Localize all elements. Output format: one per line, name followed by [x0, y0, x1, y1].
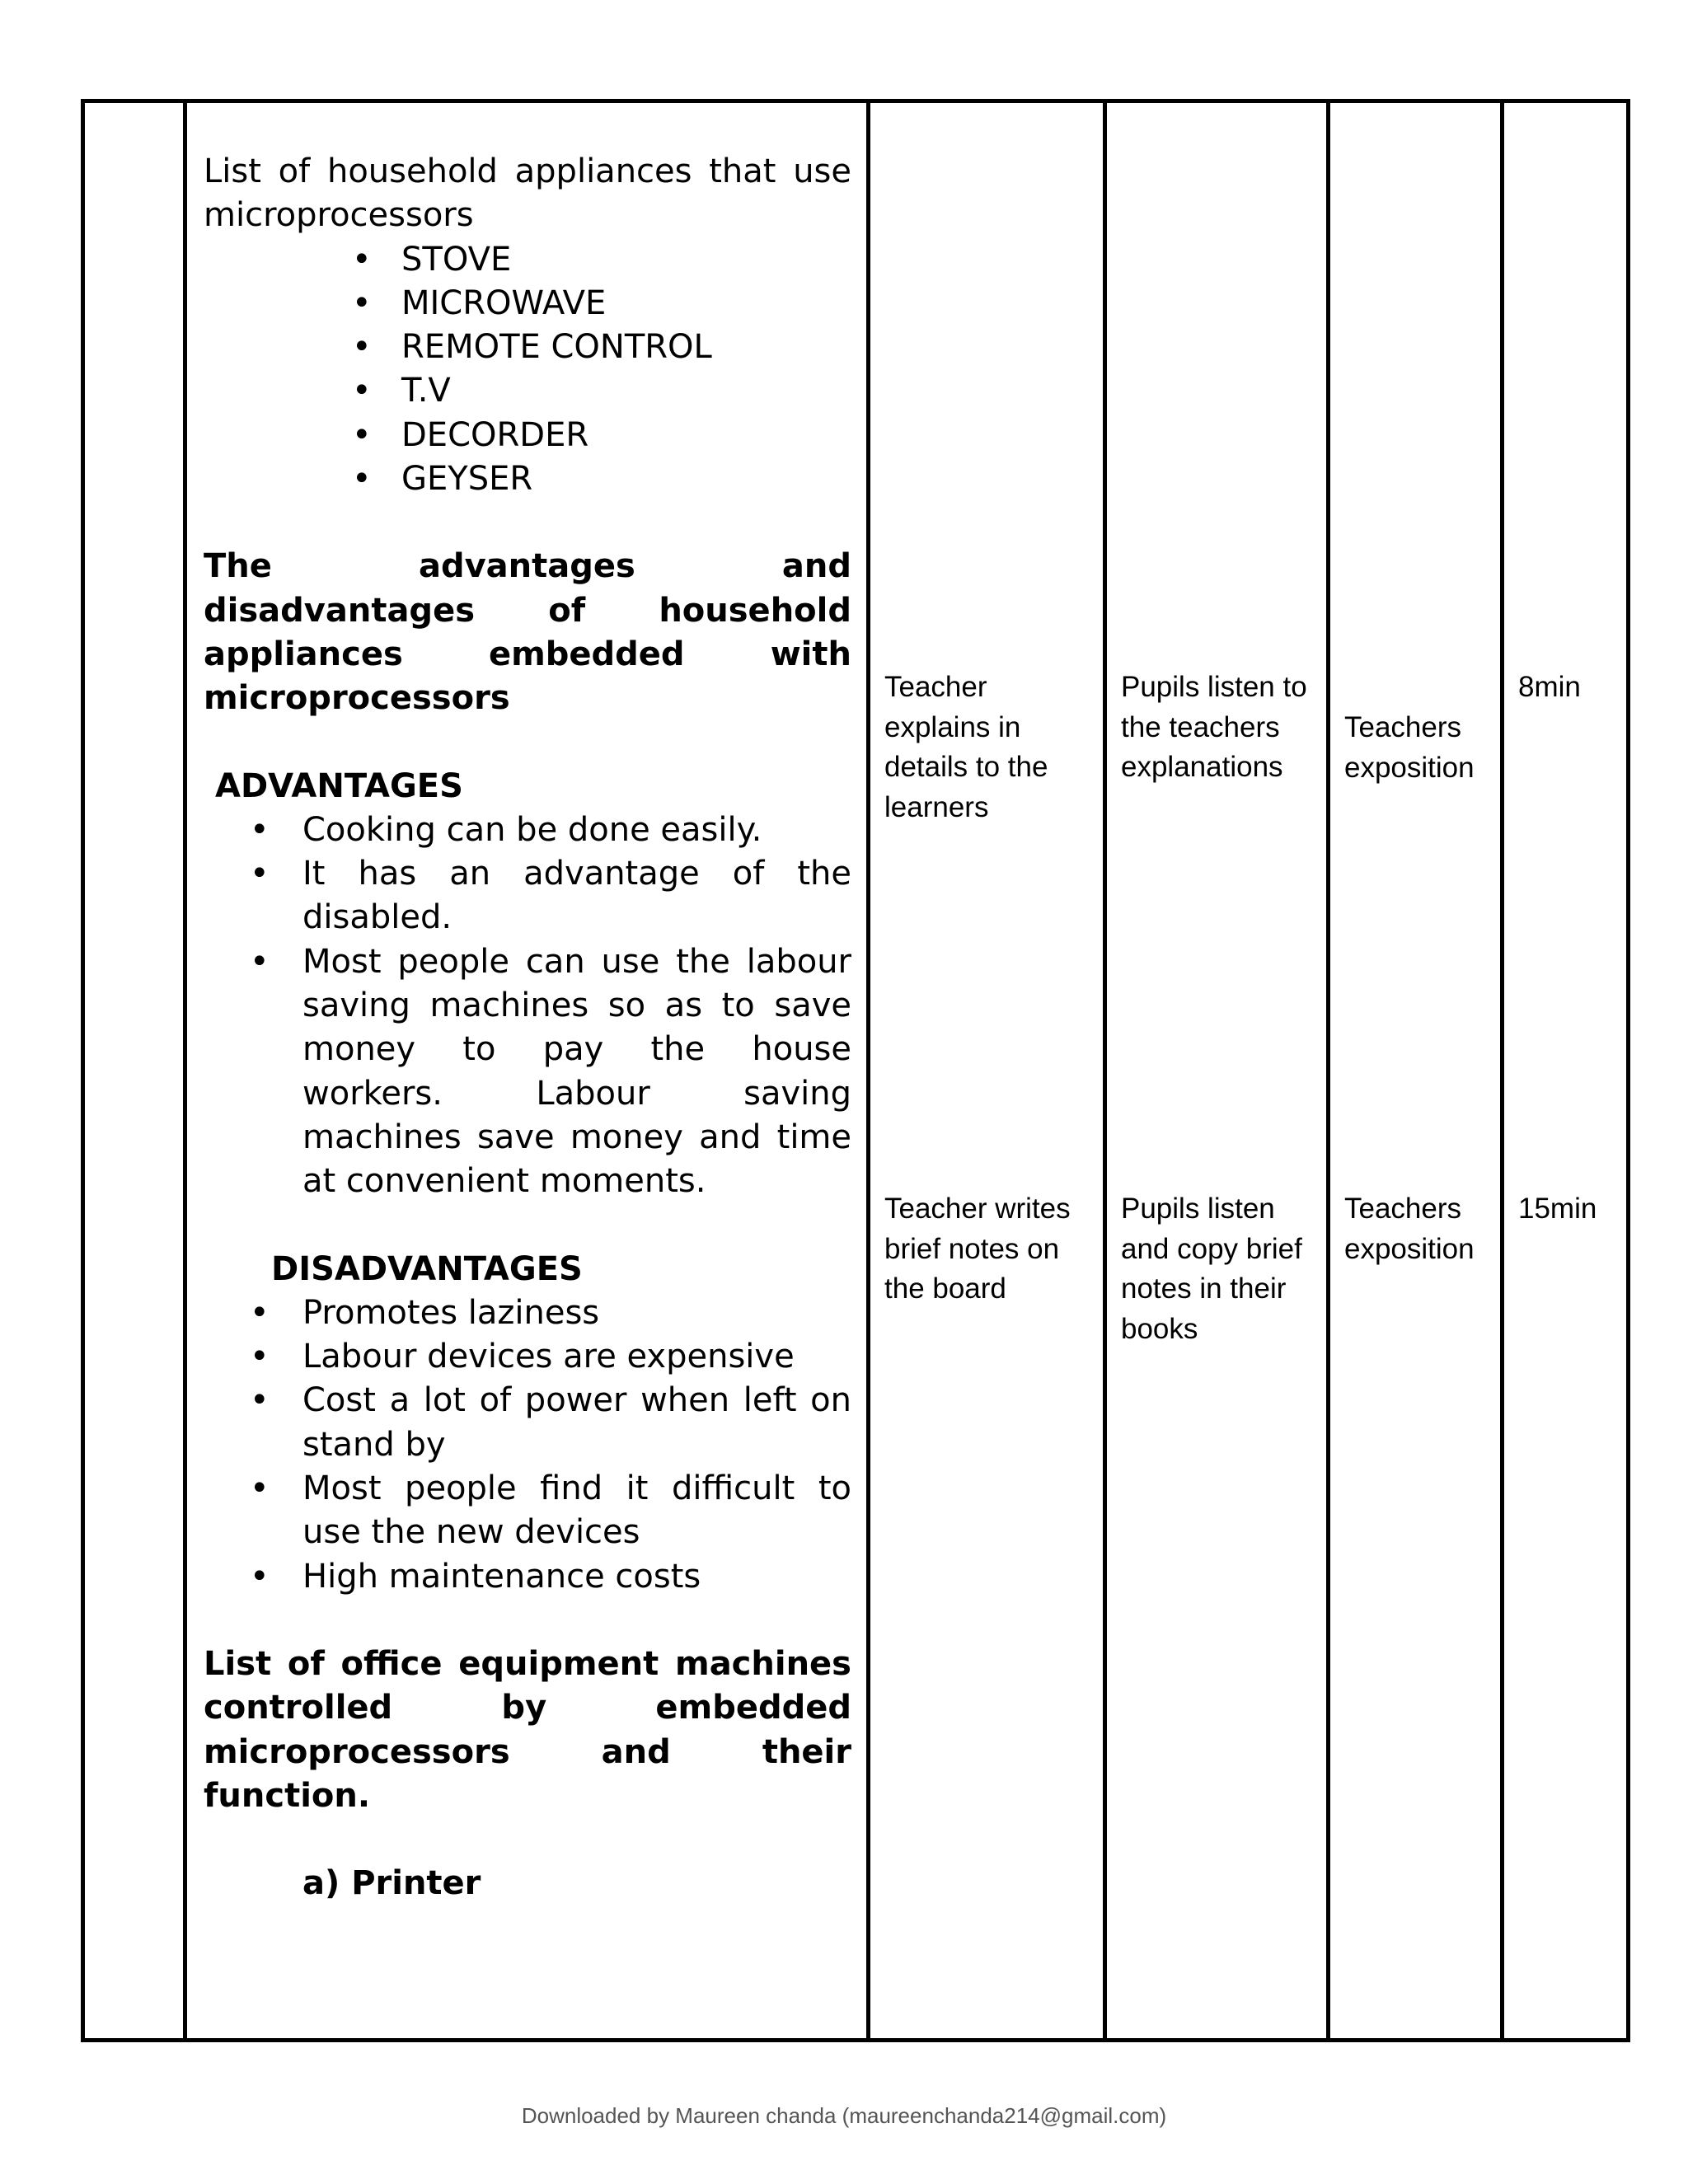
teacher-activity-cell: [869, 101, 1105, 2041]
advantages-heading: ADVANTAGES: [215, 766, 463, 805]
appliances-list: [204, 238, 851, 502]
list-item: • REMOTE CONTROL: [401, 326, 851, 369]
adv-disadv-heading: The advantages and disadvantages of household appliances embedded with microprocessors: [204, 547, 851, 718]
list-item: • Labour devices are expensive: [302, 1335, 851, 1379]
lesson-table: [81, 99, 1630, 2042]
list-item: • DECORDER: [401, 414, 851, 457]
time-cell: [1503, 101, 1629, 2041]
list-item: • Most people can use the labour saving machines so as to save money to pay the house workers. Labour saving machines save money and time at convenient moments.: [302, 940, 851, 1204]
time-1: 8min: [1518, 671, 1581, 703]
blank-column-cell: [83, 101, 185, 2041]
list-item: • GEYSER: [401, 457, 851, 501]
method-1: Teachers exposition: [1344, 711, 1475, 784]
list-item: • Promotes laziness: [302, 1291, 851, 1335]
advantages-list: [204, 808, 851, 1204]
teacher-activity-2: Teacher writes brief notes on the board: [884, 1193, 1071, 1305]
list-item: • Most people find it difficult to use the new devices: [302, 1467, 851, 1555]
list-item: • It has an advantage of the disabled.: [302, 852, 851, 940]
method-cell: [1329, 101, 1503, 2041]
pupils-activity-2: Pupils listen and copy brief notes in their books: [1121, 1193, 1302, 1345]
printer-subheading: a) Printer: [302, 1864, 481, 1903]
pupils-activity-1: Pupils listen to the teachers explanations: [1121, 671, 1307, 783]
office-heading: List of office equipment machines controlled by embedded microprocessors and their function.: [204, 1644, 851, 1815]
time-2: 15min: [1518, 1193, 1597, 1225]
pupils-activity-cell: [1105, 101, 1329, 2041]
content-column-cell: [185, 101, 869, 2041]
lesson-content: [187, 103, 866, 1905]
list-item: • T.V: [401, 369, 851, 413]
teacher-activity-1: Teacher explains in details to the learners: [884, 671, 1048, 823]
list-item: • Cost a lot of power when left on stand by: [302, 1379, 851, 1467]
appliances-intro: List of household appliances that use microprocessors: [204, 152, 851, 235]
table-row: [83, 101, 1629, 2041]
list-item: • MICROWAVE: [401, 282, 851, 326]
method-2: Teachers exposition: [1344, 1193, 1475, 1265]
list-item: • Cooking can be done easily.: [302, 808, 851, 852]
list-item: • STOVE: [401, 238, 851, 282]
disadvantages-heading: DISADVANTAGES: [271, 1249, 583, 1288]
download-footer: Downloaded by Maureen chanda (maureenchanda214@gmail.com): [521, 2103, 1167, 2128]
list-item: • High maintenance costs: [302, 1555, 851, 1599]
disadvantages-list: [204, 1291, 851, 1599]
